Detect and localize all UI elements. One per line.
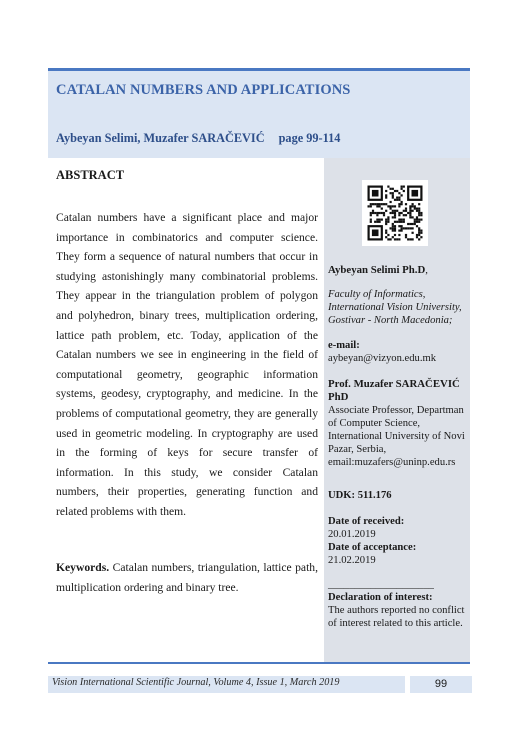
abstract-heading: ABSTRACT <box>56 168 125 182</box>
udk-code: UDK: 511.176 <box>328 490 392 501</box>
author2-affiliation: Associate Professor, Departman of Computer Science, International University of Novi Pazar, Serbia, email:muzafers@uninp.edu.rs <box>328 405 465 468</box>
declaration-text: The authors reported no conflict of interest related to this article. <box>328 605 465 629</box>
keywords-label: Keywords. <box>56 561 110 574</box>
declaration-label: Declaration of interest: <box>328 592 433 603</box>
journal-citation: Vision International Scientific Journal, Volume 4, Issue 1, March 2019 <box>52 677 340 688</box>
author1-name: Aybeyan Selimi Ph.D, <box>328 264 428 276</box>
email-label: e-mail: <box>328 340 360 351</box>
author1-email[interactable]: aybeyan@vizyon.edu.mk <box>328 353 437 364</box>
qr-code-icon <box>362 180 428 246</box>
author1-affiliation: Faculty of Informatics, International Vision University, Gostivar - North Macedonia; <box>328 289 462 326</box>
author2-name: Prof. Muzafer SARAČEVIĆ PhD <box>328 378 460 403</box>
abstract-text: Catalan numbers have a significant place and major importance in combinatorics and computer science. They form a sequence of natural numbers that occur in studying astonishingly many combinatorial problems. They appear in the triangulation problem of polygon and polyhedron, binary trees, multiplication ordering, lattice path problem, etc. Today, application of the Catalan numbers we see in engineering in the field of computational geometry, geographic information systems, geodesy, cryptography, and medicine. In the problems of computational geometry, they are generally used in geometric modeling. In cryptography are used in the forming of keys for secure transfer of information. In this study, we consider Catalan numbers, their properties, generating function and related problems with them. <box>56 211 318 518</box>
separator-line: ____________________ <box>328 579 434 590</box>
article-authors <box>56 131 340 146</box>
accepted-date: 21.02.2019 <box>328 555 376 566</box>
page-number: 99 <box>410 676 472 693</box>
received-date: 20.01.2019 <box>328 529 376 540</box>
author1-email-block <box>328 339 468 365</box>
abstract-column <box>48 158 324 662</box>
bottom-rule <box>48 662 470 664</box>
article-dates <box>328 515 468 567</box>
keywords <box>56 558 318 597</box>
author-names: Aybeyan Selimi, Muzafer SARAČEVIĆ <box>56 131 265 145</box>
author-sidebar <box>324 158 470 662</box>
page-number-box <box>405 676 472 693</box>
declaration <box>328 591 468 630</box>
accepted-label: Date of acceptance: <box>328 542 417 553</box>
received-label: Date of received: <box>328 516 405 527</box>
keywords-text: Catalan numbers, triangulation, lattice path, multiplication ordering and binary tree. <box>56 561 318 594</box>
page-range: page 99-114 <box>278 131 341 145</box>
page-footer <box>48 676 470 693</box>
article-title: CATALAN NUMBERS AND APPLICATIONS <box>56 82 351 98</box>
article-header <box>48 71 470 158</box>
